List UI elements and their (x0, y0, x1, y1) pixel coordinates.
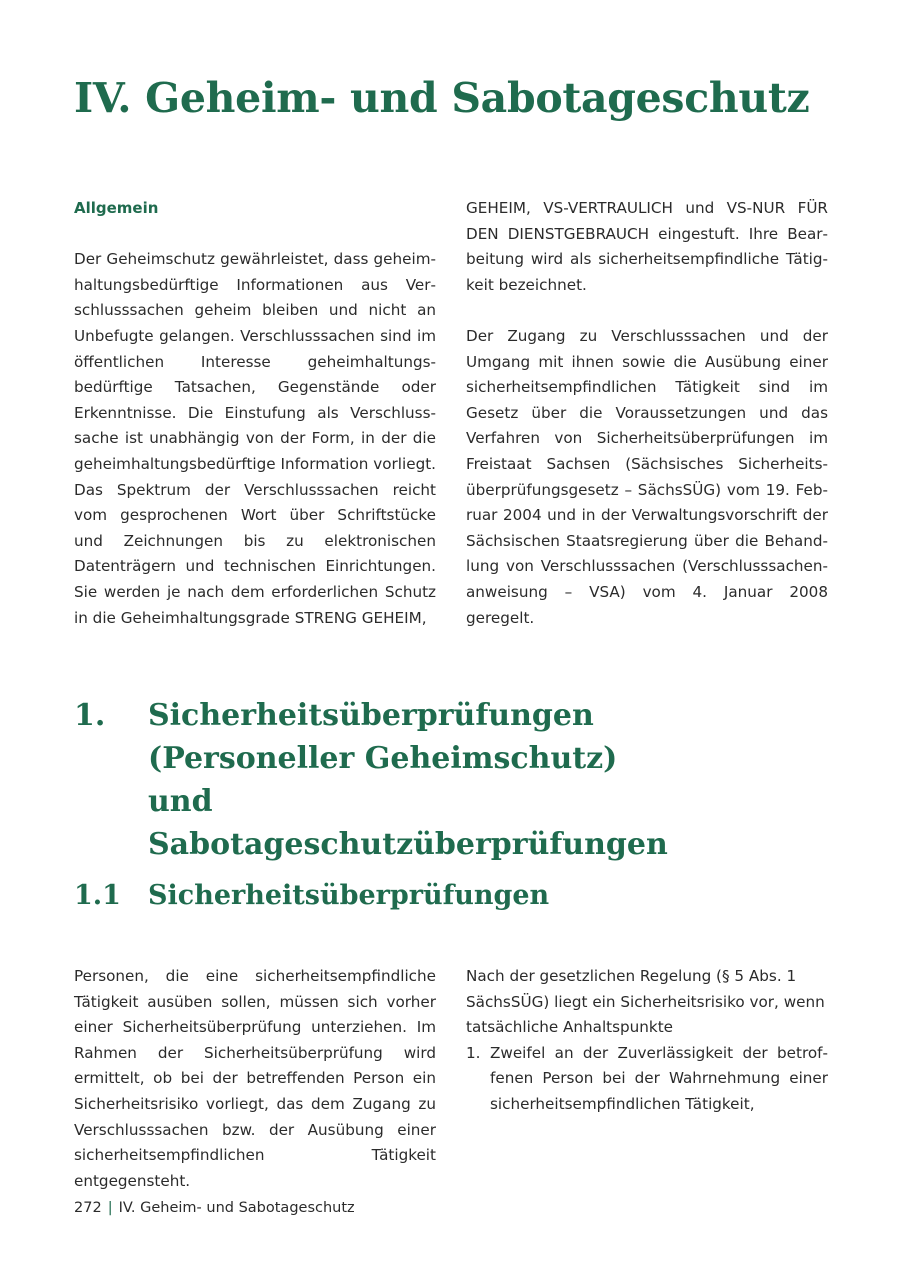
heading-section-1-number: 1. (74, 698, 106, 733)
list-item-number: 1. (466, 1043, 481, 1062)
list-item (466, 1041, 828, 1118)
general-paragraph-1: Der Geheimschutz gewährleistet, dass geheimhaltungsbedürftige Informationen aus Verschlusssachen geheim bleiben und nicht an Unbefugte gelangen. Verschlusssachen sind im öffentlichen Interesse geheimhaltungsbedürftige Tatsachen, Gegenstände oder Erkenntnisse. Die Einstufung als Verschlusssache ist unabhängig von der Form, in der die geheimhaltungsbedürftige Information vorliegt. Das Spektrum der Verschlusssachen reicht vom gesprochenen Wort über Schriftstücke und Zeichnungen bis zu elektronischen Datenträgern und technischen Einrichtungen. Sie werden je nach dem erforderlichen Schutz in die Geheimhaltungsgrade STRENG GEHEIM, (74, 250, 436, 627)
general-paragraph-3: Der Zugang zu Verschlusssachen und der Umgang mit ihnen sowie die Ausübung einer sicherheitsempfindlichen Tätigkeit sind im Gesetz über die Voraussetzungen und das Verfahren von Sicherheitsüberprüfungen im Freistaat Sachsen (Sächsisches Sicherheitsüberprüfungsgesetz – SächsSÜG) vom 19. Februar 2004 und in der Verwaltungsvorschrift der Sächsischen Staatsregierung über die Behandlung von Verschlusssachen (Verschlusssachenanweisung – VSA) vom 4. Januar 2008 geregelt. (466, 326, 828, 627)
heading-section-1-1-number: 1.1 (74, 880, 121, 911)
section-1-1-left-column (74, 964, 436, 1194)
heading-section-1 (74, 694, 668, 866)
section-label-allgemein: Allgemein (74, 199, 159, 217)
page-number: 272 (74, 1200, 102, 1216)
section-1-1-right-column (466, 964, 828, 1118)
footer-separator: | (107, 1200, 113, 1216)
section-1-1-paragraph-1: Personen, die eine sicherheitsempfindliche Tätigkeit ausüben sollen, müssen sich vorher einer Sicherheitsüberprüfung unterziehen. Im Rahmen der Sicherheitsüberprüfung wird ermittelt, ob bei der betreffenden Person ein Sicherheitsrisiko vorliegt, das dem Zugang zu Verschlusssachen bzw. der Ausübung einer sicherheitsempfindlichen Tätigkeit entgegensteht. (74, 967, 436, 1190)
heading-section-1-1-text: Sicherheitsüberprüfungen (148, 880, 550, 911)
list-item-text: Zweifel an der Zuverlässigkeit der betroffenen Person bei der Wahrnehmung einer sicherheitsempfindlichen Tätigkeit, (490, 1043, 828, 1113)
footer-section-title: IV. Geheim- und Sabotageschutz (118, 1200, 355, 1216)
general-paragraph-2: GEHEIM, VS-VERTRAULICH und VS-NUR FÜR DEN DIENSTGEBRAUCH eingestuft. Ihre Bearbeitung wird als sicherheitsempfindliche Tätigkeit bezeichnet. (466, 199, 828, 294)
general-left-column (74, 196, 436, 631)
page-title: IV. Geheim- und Sabotageschutz (74, 74, 810, 122)
page-footer (74, 1198, 355, 1218)
section-1-1-intro: Nach der gesetzlichen Regelung (§ 5 Abs. 1 SächsSÜG) liegt ein Sicherheitsrisiko vor, wenn tatsächliche Anhaltspunkte (466, 967, 825, 1037)
general-right-column (466, 196, 828, 631)
heading-section-1-text: Sicherheitsüberprüfungen (Personeller Geheimschutz) und Sabotageschutzüberprüfungen (148, 698, 668, 862)
risk-list (466, 1041, 828, 1118)
heading-section-1-1 (74, 876, 549, 916)
